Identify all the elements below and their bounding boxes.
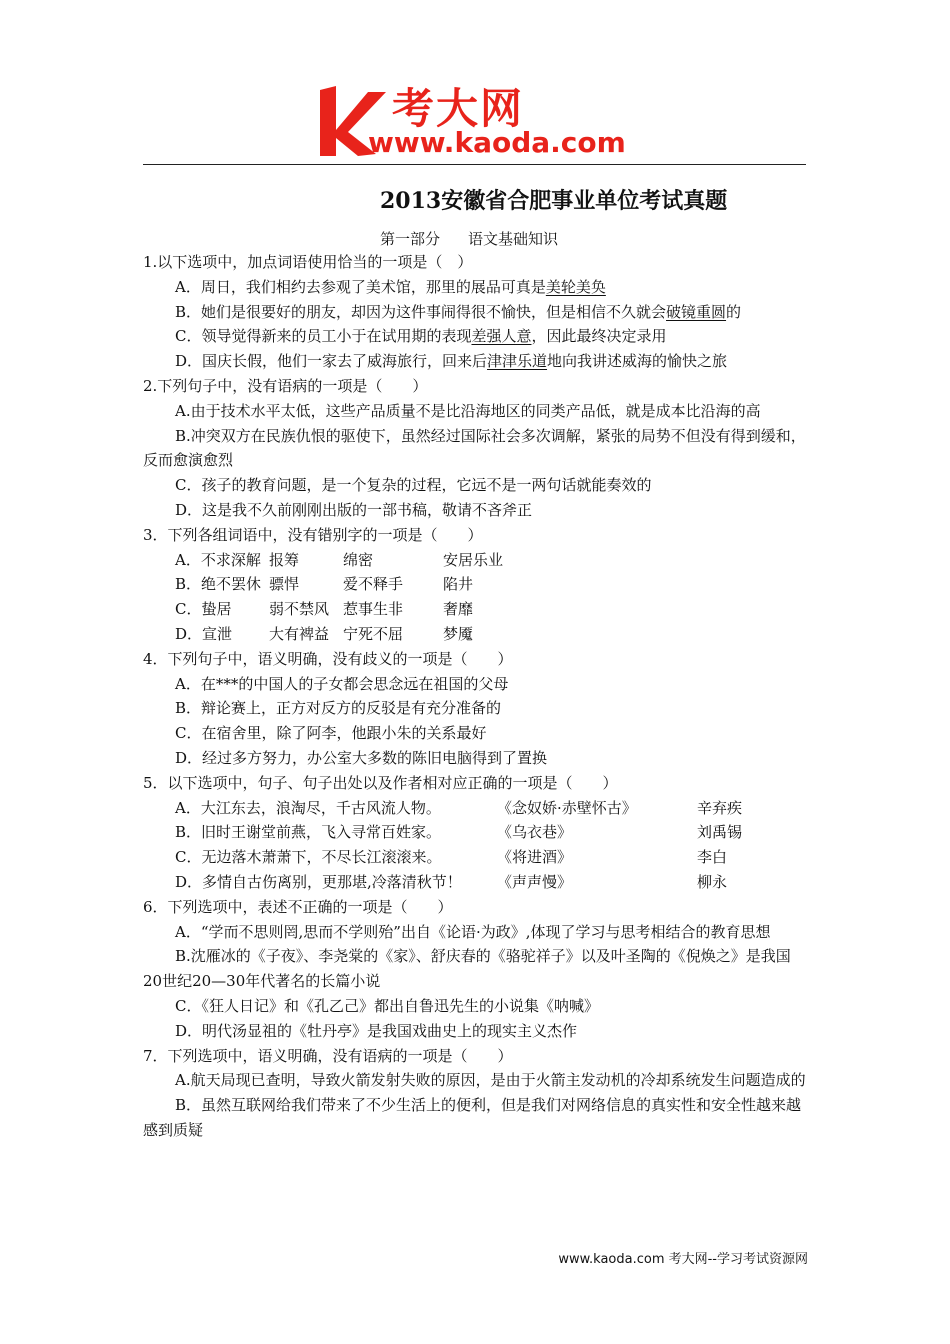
question-4-option-c: C．在宿舍里，除了阿李，他跟小朱的关系最好 — [175, 724, 487, 743]
question-7-option-a: A.航天局现已查明，导致火箭发射失败的原因，是由于火箭主发动机的冷却系统发生问题造成的 — [175, 1071, 806, 1090]
question-7-stem: 7．下列选项中，语义明确，没有语病的一项是（ ） — [143, 1046, 513, 1065]
footer-source: www.kaoda.com 考大网--学习考试资源网 — [558, 1252, 808, 1267]
question-6-option-b: B.沈雁冰的《子夜》、李尧棠的《家》、舒庆春的《骆驼祥子》以及叶圣陶的《倪焕之》是我国20世纪20—30年代著名的长篇小说 — [143, 947, 791, 991]
question-list — [143, 250, 806, 1143]
question-2-stem: 2.下列句子中，没有语病的一项是（ ） — [143, 376, 428, 395]
question-6-option-d: D．明代汤显祖的《牡丹亭》是我国戏曲史上的现实主义杰作 — [175, 1021, 578, 1040]
question-3-option-a: A．不求深解 报筹 绵密 安居乐业 — [175, 550, 504, 569]
question-1-option-c: C．领导觉得新来的员工小于在试用期的表现差强人意，因此最终决定录用 — [175, 327, 667, 346]
header-divider — [143, 164, 806, 165]
question-5-option-d: D．多情自古伤离别，更那堪,冷落清秋节！ 《声声慢》 柳永 — [175, 872, 728, 891]
question-4-stem: 4．下列句子中，语义明确，没有歧义的一项是（ ） — [143, 649, 513, 668]
logo-chinese-text: 考大网 — [392, 84, 525, 133]
section-name: 语文基础知识 — [468, 230, 559, 248]
question-2-option-c: C．孩子的教育问题，是一个复杂的过程，它远不是一两句话就能奏效的 — [175, 476, 652, 495]
question-4-option-b: B．辩论赛上，正方对反方的反驳是有充分准备的 — [175, 699, 502, 718]
kaoda-logo — [318, 82, 648, 160]
question-7-option-b: B．虽然互联网给我们带来了不少生活上的便利，但是我们对网络信息的真实性和安全性越来越感到质疑 — [143, 1096, 802, 1139]
question-5-option-c: C．无边落木萧萧下，不尽长江滚滚来。 《将进酒》 李白 — [175, 848, 728, 867]
section-label: 第一部分 — [380, 230, 441, 248]
question-2-option-a: A.由于技术水平太低，这些产品质量不是比沿海地区的同类产品低，就是成本比沿海的高 — [175, 401, 761, 420]
question-1-stem: 1.以下选项中，加点词语使用恰当的一项是（ ） — [143, 253, 473, 271]
question-2-option-b: B.冲突双方在民族仇恨的驱使下，虽然经过国际社会多次调解，紧张的局势不但没有得到缓和，反而愈演愈烈 — [143, 426, 806, 470]
question-3-stem: 3．下列各组词语中，没有错别字的一项是（ ） — [143, 525, 483, 544]
question-1-option-d: D．国庆长假，他们一家去了威海旅行，回来后津津乐道地向我讲述威海的愉快之旅 — [175, 352, 728, 371]
question-1-option-b: B．她们是很要好的朋友，却因为这件事闹得很不愉快，但是相信不久就会破镜重圆的 — [175, 302, 742, 321]
question-3-option-c: C．蛰居 弱不禁风 惹事生非 奢靡 — [175, 600, 474, 619]
question-5-stem: 5．以下选项中，句子、句子出处以及作者相对应正确的一项是（ ） — [143, 773, 618, 792]
logo-url-text: www.kaoda.com — [368, 126, 626, 159]
question-6-option-a: A．“学而不思则罔,思而不学则殆”出自《论语·为政》,体现了学习与思考相结合的教育思想 — [175, 922, 771, 941]
question-4-option-a: A．在***的中国人的子女都会思念远在祖国的父母 — [175, 674, 509, 693]
question-3-option-b: B．绝不罢休 骠悍 爱不释手 陷井 — [175, 575, 474, 594]
section-heading — [380, 228, 558, 249]
question-4-option-d: D．经过多方努力，办公室大多数的陈旧电脑得到了置换 — [175, 748, 548, 767]
question-5-option-a: A．大江东去，浪淘尽，千古风流人物。 《念奴娇·赤壁怀古》 辛弃疾 — [175, 798, 743, 817]
question-6-stem: 6．下列选项中，表述不正确的一项是（ ） — [143, 897, 453, 916]
question-5-option-b: B．旧时王谢堂前燕，飞入寻常百姓家。 《乌衣巷》 刘禹锡 — [175, 823, 743, 842]
question-2-option-d: D．这是我不久前刚刚出版的一部书稿，敬请不吝斧正 — [175, 500, 533, 519]
page-title: 2013安徽省合肥事业单位考试真题 — [380, 188, 728, 214]
question-3-option-d: D．宣泄 大有裨益 宁死不屈 梦魇 — [175, 624, 474, 643]
question-6-option-c: C．《狂人日记》和《孔乙己》都出自鲁迅先生的小说集《呐喊》 — [175, 996, 599, 1015]
question-1-option-a: A．周日，我们相约去参观了美术馆，那里的展品可真是美轮美奂 — [175, 277, 606, 296]
